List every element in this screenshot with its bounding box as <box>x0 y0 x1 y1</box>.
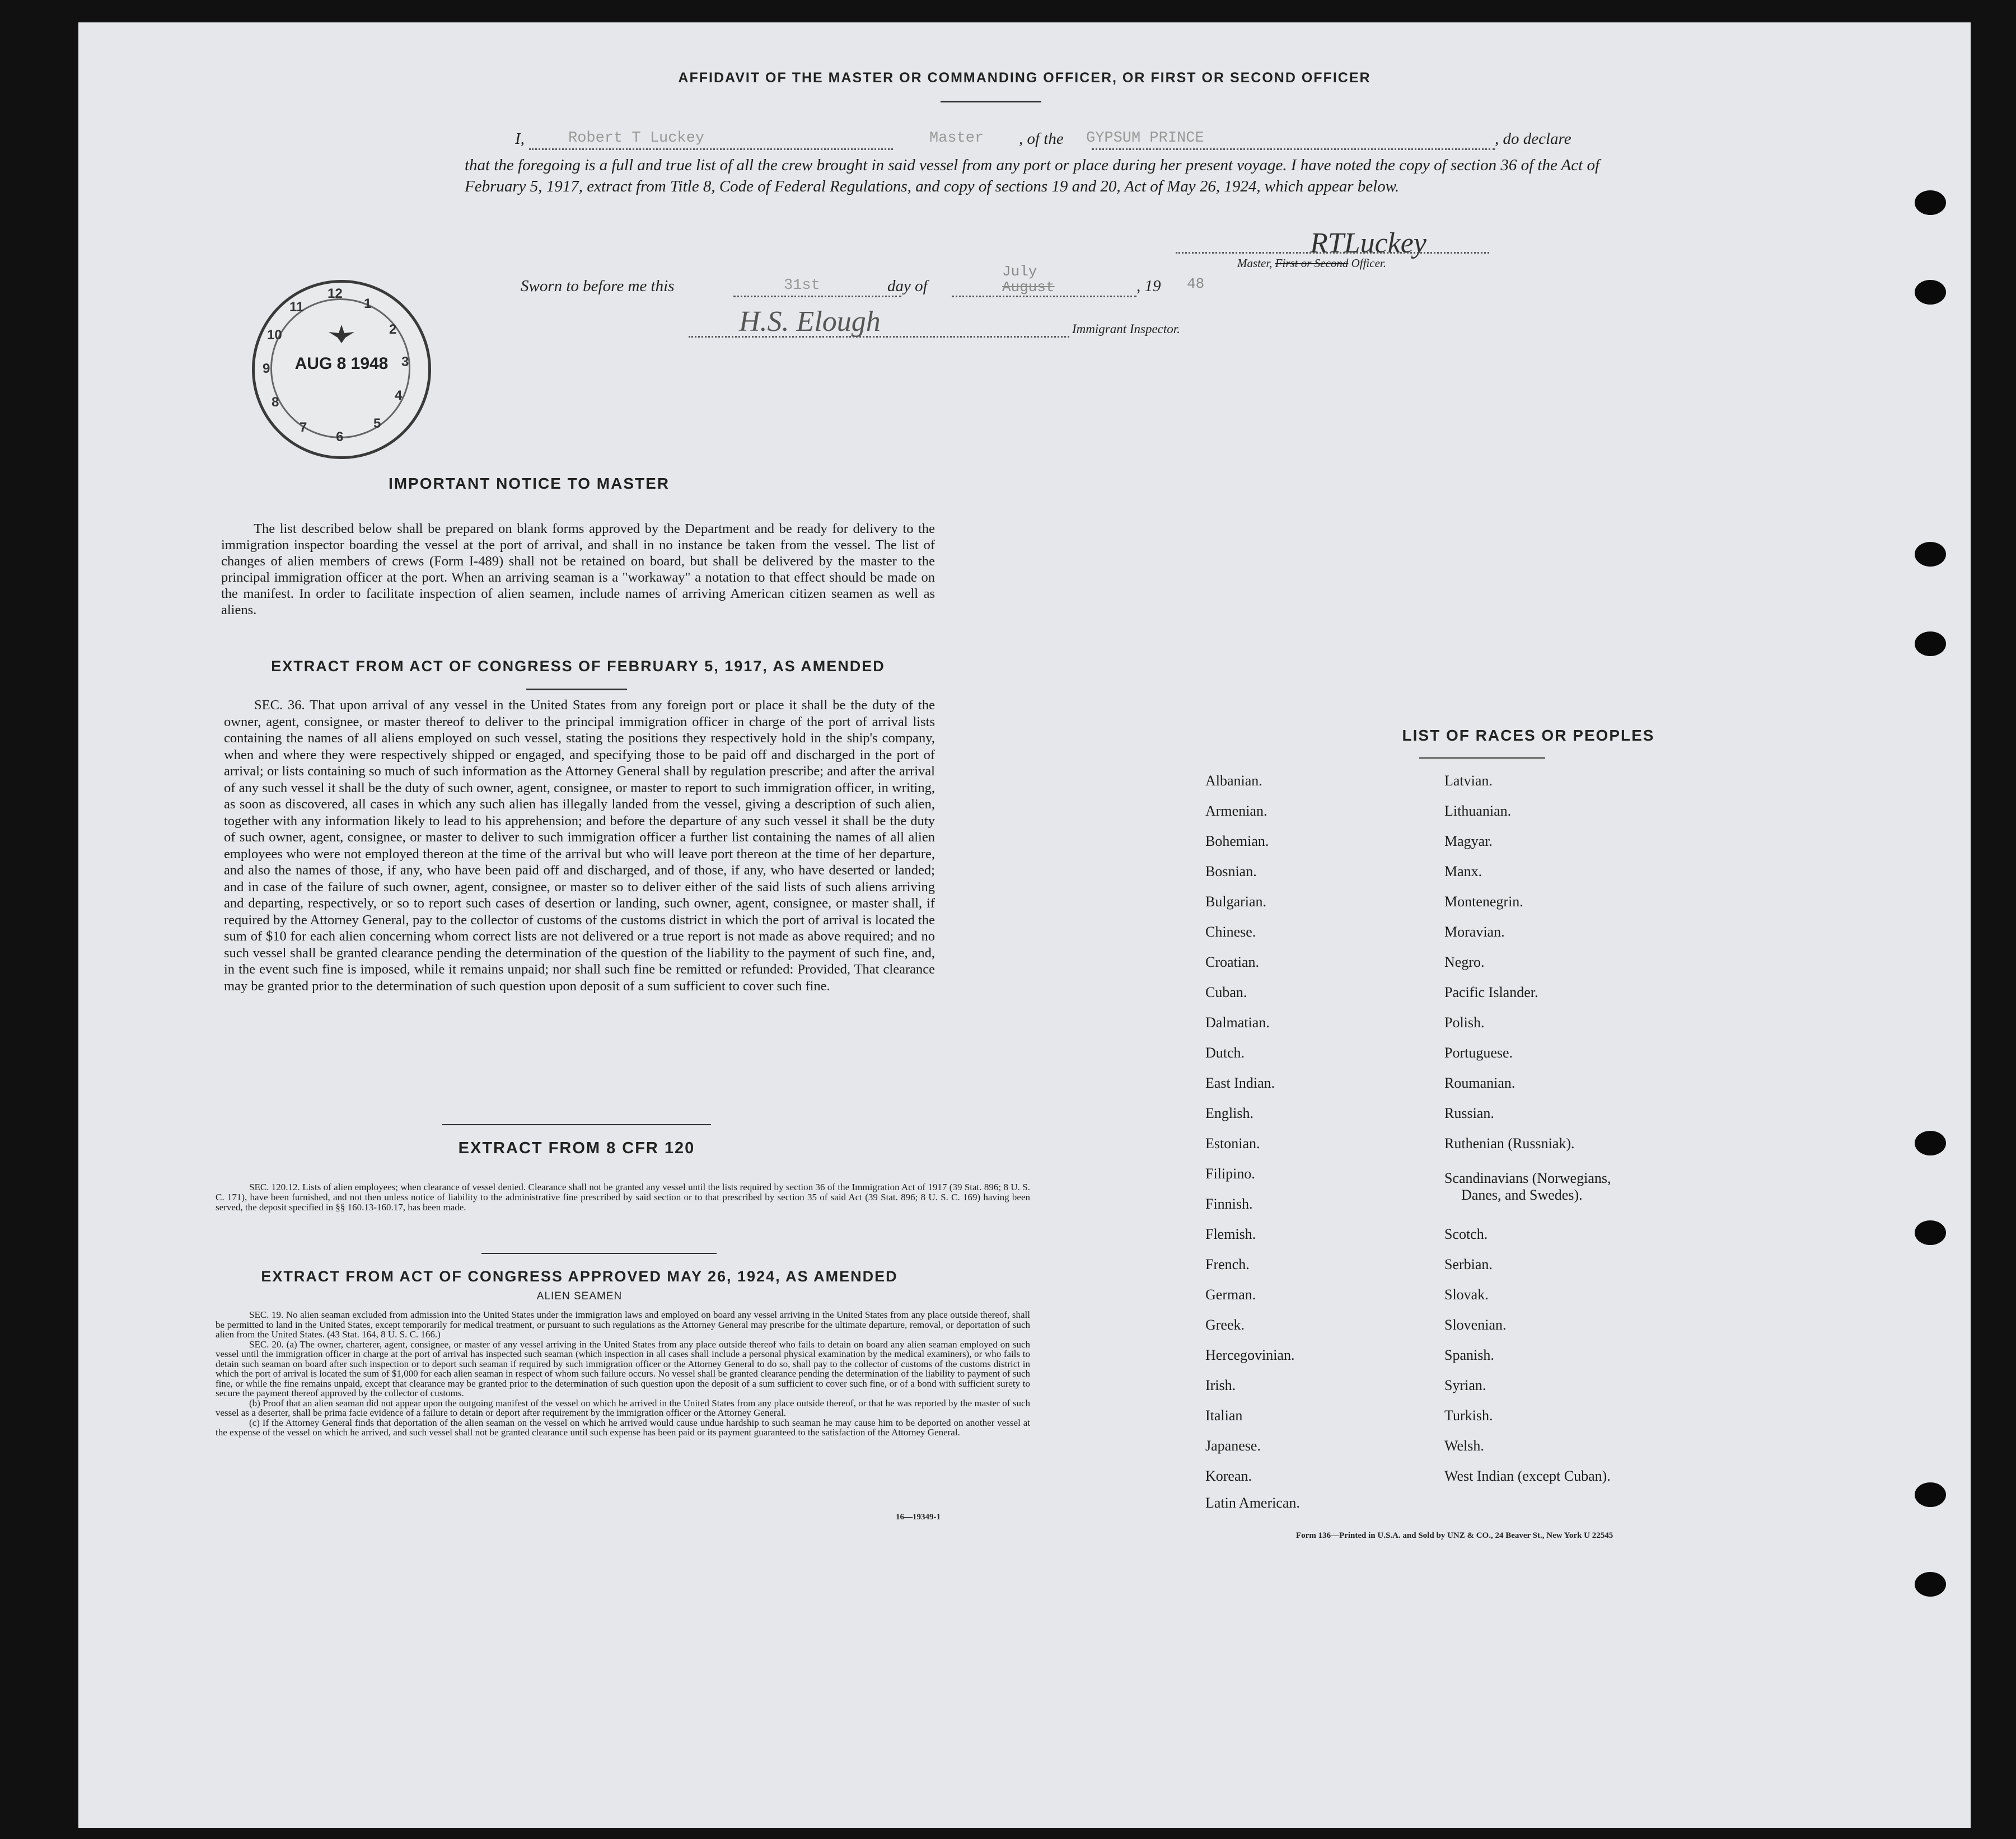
race-right-21: Turkish. <box>1444 1407 1493 1424</box>
inspector-label: Immigrant Inspector. <box>1072 322 1180 336</box>
stamp-eagle-icon <box>328 322 356 344</box>
punch-hole <box>1915 280 1946 305</box>
stamp-num-5: 5 <box>373 416 381 431</box>
stamp-num-3: 3 <box>401 354 409 369</box>
sworn-month: July <box>1002 263 1037 280</box>
punch-hole <box>1915 1131 1946 1155</box>
year-value: 48 <box>1187 275 1205 292</box>
sec20c-text: (c) If the Attorney General finds that deportation of the alien seaman on the vessel on which he arrived would cause undue hardship to such seaman he may cause him to be deported on another vessel at the expense of the vessel on which he arrived, and such vessel shall not be granted clearance until such expense has been paid or its payment guaranteed to the satisfaction of the Attorney General. <box>216 1417 1030 1438</box>
race-left-5: Chinese. <box>1205 924 1256 940</box>
race-left-22: Japanese. <box>1205 1438 1261 1454</box>
title-rule <box>941 101 1041 102</box>
punch-hole <box>1915 631 1946 656</box>
race-left-3: Bosnian. <box>1205 863 1257 879</box>
sworn-day-blank <box>733 296 901 297</box>
punch-hole <box>1915 1482 1946 1507</box>
race-right-9: Portuguese. <box>1444 1045 1513 1061</box>
rank-value: Master <box>929 130 984 147</box>
cfr-bottom-rule <box>481 1253 717 1254</box>
extract-1924-subheading: ALIEN SEAMEN <box>536 1290 623 1302</box>
master-label-a: Master, <box>1237 256 1273 270</box>
race-right-1: Lithuanian. <box>1444 803 1512 819</box>
stamp-num-7: 7 <box>300 420 307 435</box>
punch-hole <box>1915 190 1946 215</box>
punch-hole <box>1915 1220 1946 1245</box>
master-label <box>1237 256 1386 270</box>
extract-1917-rule <box>526 689 627 690</box>
race-right-16: Serbian. <box>1444 1256 1493 1272</box>
race-left-17: German. <box>1205 1286 1256 1303</box>
line1-prefix: I, <box>515 130 525 148</box>
race-right-0: Latvian. <box>1444 773 1493 789</box>
notice-text: The list described below shall be prepared on blank forms approved by the Department and be ready for delivery to the immigration inspector boarding the vessel at the port of arrival, and shall in no instance be taken from the vessel. The list of changes of alien members of crews (Form I-489) shall not be retained on board, but shall be delivered by the master to the principal immigration officer at the port. When an arriving seaman is a "workaway" a notation to that effect should be made on the manifest. In order to facilitate inspection of alien seamen, include names of arriving American citizen seamen as well as aliens. <box>221 521 935 617</box>
race-right-2: Magyar. <box>1444 833 1493 849</box>
sworn-prefix: Sworn to before me this <box>521 277 675 295</box>
punch-hole <box>1915 542 1946 567</box>
race-left-2: Bohemian. <box>1205 833 1269 849</box>
stamp-num-2: 2 <box>389 322 397 337</box>
stamp-num-12: 12 <box>328 286 343 301</box>
race-left-13: Filipino. <box>1205 1166 1255 1182</box>
race-left-14: Finnish. <box>1205 1196 1253 1212</box>
race-right-18: Slovenian. <box>1444 1317 1507 1333</box>
races-rule <box>1419 757 1545 759</box>
name-value: Robert T Luckey <box>568 130 705 147</box>
extract-cfr-text: SEC. 120.12. Lists of alien employees; when clearance of vessel denied. Clearance shall not be granted any vessel until the lists required by section 36 of the Immigration Act of 1917 (39 Stat. 896; 8 U. S. C. 171), have been furnished, and not then unless notice of liability to the administrative fine prescribed by said section or to that prescribed by section 35 of said Act (39 Stat. 896; 8 U. S. C. 169) having been served, the deposit specified in §§ 160.13-160.17, has been made. <box>216 1182 1030 1213</box>
stamp-num-4: 4 <box>395 388 403 403</box>
race-left-8: Dalmatian. <box>1205 1014 1270 1031</box>
race-right-12: Ruthenian (Russniak). <box>1444 1135 1575 1152</box>
inspection-stamp <box>252 280 431 459</box>
form-footer: Form 136—Printed in U.S.A. and Sold by UNZ & CO., 24 Beaver St., New York U 22545 <box>1296 1531 1613 1540</box>
extract-cfr-heading: EXTRACT FROM 8 CFR 120 <box>458 1139 695 1157</box>
extract-1917-text: SEC. 36. That upon arrival of any vessel in the United States from any foreign port or place it shall be the duty of the owner, agent, consignee, or master thereof to deliver to the principal immigration officer in charge of the port of arrival lists containing the names of all aliens employed on such vessel, stating the positions they respectively hold in the ship's company, when and where they were respectively shipped or engaged, and specifying those to be paid off and discharged in the port of arrival; or lists containing so much of such information as the Attorney General shall by regulation prescribe; and after the arrival of any such vessel it shall be the duty of such owner, agent, consignee, or master to report to such immigration officer, in writing, as soon as discovered, all cases in which any such alien has illegally landed from the vessel, giving a description of such alien, together with any information likely to lead to his apprehension; and before the departure of any such vessel it shall be the duty of such owner, agent, consignee, or master to deliver to such immigration officer a further list containing the names of all alien employees who were not employed thereon at the time of the arrival but who will leave port thereon at the time of her departure, and also the names of those, if any, who have been paid off and discharged, and of those, if any, who have deserted or landed; and in case of the failure of such owner, agent, consignee, or master so to deliver either of the said lists of such aliens arriving and departing, respectively, or so to report such cases of desertion or landing, such owner, agent, consignee, or master shall, if required by the Attorney General, pay to the collector of customs of the customs district in which the port of arrival is located the sum of $10 for each alien concerning whom correct lists are not delivered or a true report is not made as above required; and no such vessel shall be granted clearance pending the determination of the question of the liability to the payment of such fine, and, in the event such fine is imposed, while it remains unpaid; nor shall such fine be remitted or refunded: Provided, That clearance may be granted prior to the determination of such question upon deposit of a sum sufficient to cover such fine. <box>224 698 935 994</box>
sec20b-text: (b) Proof that an alien seaman did not appear upon the outgoing manifest of the vessel on which he arrived in the United States from any place outside thereof, or that he was reported by the master of such vessel as a deserter, shall be prima facie evidence of a failure to detain or deport after requirement by the immigration officer or the Attorney General. <box>216 1397 1030 1418</box>
punch-hole <box>1915 1572 1946 1597</box>
races-heading: LIST OF RACES OR PEOPLES <box>1402 727 1655 744</box>
race-right-8: Polish. <box>1444 1014 1485 1031</box>
print-code: 16—19349-1 <box>896 1513 941 1522</box>
race-right-17: Slovak. <box>1444 1286 1489 1303</box>
sworn-month-struck: August <box>1002 279 1055 296</box>
race-left-0: Albanian. <box>1205 773 1262 789</box>
document-page <box>78 22 1971 1828</box>
race-right-14: Danes, and Swedes). <box>1461 1187 1583 1203</box>
race-left-15: Flemish. <box>1205 1226 1256 1242</box>
stamp-num-6: 6 <box>336 429 344 444</box>
year-prefix: , 19 <box>1136 277 1161 295</box>
race-left-11: English. <box>1205 1105 1253 1121</box>
race-right-3: Manx. <box>1444 863 1482 879</box>
race-right-22: Welsh. <box>1444 1438 1484 1454</box>
race-left-24: Latin American. <box>1205 1495 1300 1511</box>
race-left-12: Estonian. <box>1205 1135 1260 1152</box>
race-right-7: Pacific Islander. <box>1444 984 1538 1000</box>
do-declare-label: , do declare <box>1495 130 1571 148</box>
master-label-c: Officer. <box>1351 256 1386 270</box>
extract-1924-heading: EXTRACT FROM ACT OF CONGRESS APPROVED MAY 26, 1924, AS AMENDED <box>261 1268 898 1285</box>
race-left-18: Greek. <box>1205 1317 1245 1333</box>
race-left-16: French. <box>1205 1256 1250 1272</box>
race-right-5: Moravian. <box>1444 924 1505 940</box>
stamp-num-1: 1 <box>364 296 372 311</box>
day-of-label: day of <box>887 277 928 295</box>
race-right-4: Montenegrin. <box>1444 893 1523 910</box>
race-right-10: Roumanian. <box>1444 1075 1515 1091</box>
stamp-num-9: 9 <box>263 361 270 376</box>
race-left-10: East Indian. <box>1205 1075 1275 1091</box>
sec20a-text: SEC. 20. (a) The owner, charterer, agent, consignee, or master of any vessel arriving in the United States from any place outside thereof who fails to detain on board any alien seaman employed on such vessel until the immigration officer in charge at the port of arrival has inspected such seaman (which inspection in all cases shall include a personal physical examination by the medical examiners), or who fails to detain such seaman on board after such inspection or to deport such seaman if required by such immigration officer or the Attorney General to do so, shall pay to the collector of customs of the customs district in which the port of arrival is located the sum of $1,000 for each alien seaman in respect of whom such failure occurs. No vessel shall be granted clearance pending the determination of the liability to payment of such fine, or while the fine remains unpaid, except that clearance may be granted prior to the determination of such question upon the deposit of a sum sufficient to cover such fine, or of a bond with sufficient surety to secure the payment thereof approved by the collector of customs. <box>216 1339 1030 1398</box>
race-left-7: Cuban. <box>1205 984 1247 1000</box>
master-signature-line <box>1176 252 1489 254</box>
stamp-date: AUG 8 1948 <box>294 354 389 373</box>
race-left-20: Irish. <box>1205 1377 1236 1393</box>
name-blank <box>529 148 893 150</box>
stamp-num-10: 10 <box>267 327 282 343</box>
race-right-11: Russian. <box>1444 1105 1494 1121</box>
affidavit-title: AFFIDAVIT OF THE MASTER OR COMMANDING OFFICER, OR FIRST OR SECOND OFFICER <box>678 70 1371 86</box>
race-right-19: Spanish. <box>1444 1347 1494 1363</box>
master-signature: RTLuckey <box>1310 227 1426 259</box>
inspector-signature-line <box>689 336 1069 338</box>
race-right-20: Syrian. <box>1444 1377 1486 1393</box>
declaration-text: that the foregoing is a full and true list of all the crew brought in said vessel from any port or place during her present voyage. I have noted the copy of section 36 of the Act of February 5, 1917, extract from Title 8, Code of Federal Regulations, and copy of sections 19 and 20, Act of May 26, 1924, which appear below. <box>465 156 1600 195</box>
extract-1917-heading: EXTRACT FROM ACT OF CONGRESS OF FEBRUARY 5, 1917, AS AMENDED <box>271 658 885 675</box>
race-left-21: Italian <box>1205 1407 1243 1424</box>
inspector-signature: H.S. Elough <box>739 306 881 338</box>
race-left-19: Hercegovinian. <box>1205 1347 1295 1363</box>
race-left-4: Bulgarian. <box>1205 893 1267 910</box>
notice-heading: IMPORTANT NOTICE TO MASTER <box>388 475 670 492</box>
sworn-month-blank <box>952 296 1136 297</box>
stamp-num-11: 11 <box>289 300 304 315</box>
master-label-b: First or Second <box>1275 256 1349 270</box>
race-left-6: Croatian. <box>1205 954 1260 970</box>
sec19-text: SEC. 19. No alien seaman excluded from admission into the United States under the immigration laws and employed on board any vessel arriving in the United States from any place outside thereof, shall be permitted to land in the United States, except temporarily for medical treatment, or pursuant to such regulations as the Attorney General may prescribe for the ultimate departure, removal, or deportation of such alien from the United States. (43 Stat. 164, 8 U. S. C. 166.) <box>216 1309 1030 1340</box>
cfr-top-rule <box>442 1124 711 1125</box>
race-left-1: Armenian. <box>1205 803 1267 819</box>
stamp-num-8: 8 <box>272 395 279 410</box>
race-right-13: Scandinavians (Norwegians, <box>1444 1170 1611 1186</box>
vessel-blank <box>1092 148 1495 150</box>
race-left-9: Dutch. <box>1205 1045 1245 1061</box>
race-right-15: Scotch. <box>1444 1226 1488 1242</box>
sworn-day: 31st <box>784 277 820 294</box>
extract-1924-body <box>216 1310 1030 1438</box>
race-right-6: Negro. <box>1444 954 1485 970</box>
vessel-value: GYPSUM PRINCE <box>1086 130 1204 147</box>
race-left-23: Korean. <box>1205 1468 1252 1484</box>
of-the-label: , of the <box>1019 130 1064 148</box>
race-right-23: West Indian (except Cuban). <box>1444 1468 1611 1484</box>
